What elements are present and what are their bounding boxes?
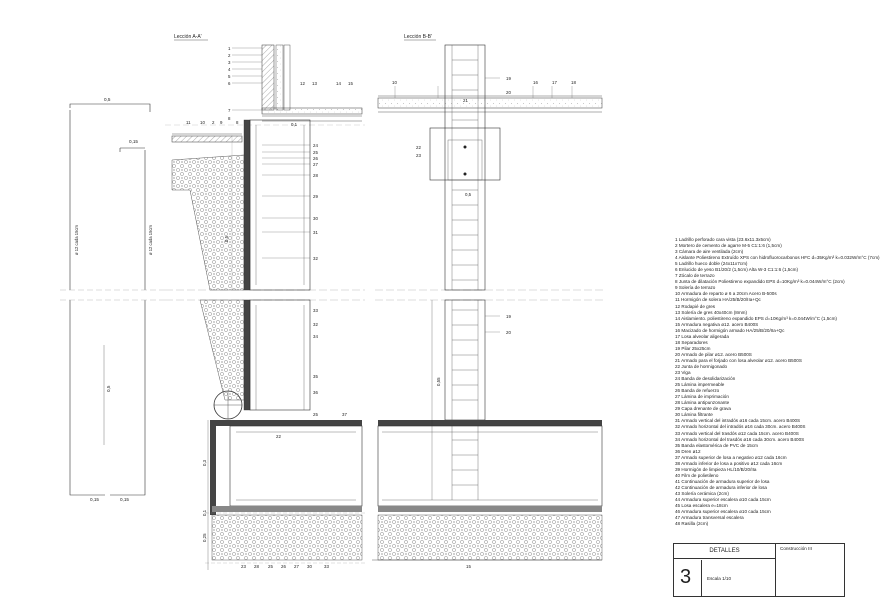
- svg-text:37: 37: [342, 412, 347, 417]
- svg-text:30: 30: [313, 216, 318, 221]
- legend-item: 27 Lámina de imprimación: [675, 394, 729, 400]
- svg-text:22: 22: [276, 434, 281, 439]
- svg-text:32: 32: [313, 322, 318, 327]
- legend-item: 29 Capa drenante de grava: [675, 406, 731, 412]
- svg-text:20: 20: [506, 330, 511, 335]
- legend-item: 30 Lámina filtrante: [675, 412, 713, 418]
- svg-text:28: 28: [254, 564, 259, 569]
- legend-item: 23 Viga: [675, 370, 691, 376]
- sheet-number: 3: [680, 566, 692, 588]
- svg-text:1: 1: [228, 46, 231, 51]
- legend-item: 24 Banda de desolidarización: [675, 376, 736, 382]
- svg-text:25: 25: [313, 150, 318, 155]
- svg-text:9: 9: [220, 120, 223, 125]
- svg-text:15: 15: [466, 564, 471, 569]
- legend-item: 26 Banda de refuerzo: [675, 388, 720, 394]
- legend-item: 22 Junta de hormigonado: [675, 363, 728, 369]
- svg-text:8: 8: [228, 116, 231, 121]
- legend-item: 9 Solería de terrazo: [675, 285, 716, 291]
- svg-text:21: 21: [463, 98, 468, 103]
- svg-text:34: 34: [313, 334, 318, 339]
- svg-text:15: 15: [348, 81, 353, 86]
- svg-text:7: 7: [228, 108, 231, 113]
- title-block-project: Construcción III: [780, 546, 812, 551]
- dim-mid-height: 0,5: [106, 385, 111, 392]
- legend-item: 42 Continuación de armadura inferior de losa: [675, 484, 767, 490]
- legend-item: 15 Armadura negativa ø12. acero B400S: [675, 321, 759, 327]
- legend-item: 3 Cámara de aire ventilada (2cm): [675, 249, 744, 255]
- svg-text:0,5: 0,5: [465, 192, 472, 197]
- legend-item: 19 Pilar 25x25cm: [675, 345, 711, 351]
- legend-item: 2 Mortero de cemento de agarre M-5 C1:1:6 (1,5cm): [675, 243, 782, 249]
- legend-item: 46 Armadura superior escalera ø10 cada 15cm: [675, 509, 771, 515]
- legend-list: [675, 237, 880, 527]
- dim-bottom-right: 0,15: [120, 497, 129, 502]
- legend-item: 32 Armado horizontal del intradós ø16 cada 30cm. acero B400S: [675, 424, 806, 430]
- legend-item: 41 Continuación de armadura superior de losa: [675, 478, 770, 484]
- svg-text:31: 31: [313, 230, 318, 235]
- legend-item: 6 Enlucido de yeso B1/20/2 (1,5cm) Alta W-3 C1:1:6 (1,5cm): [675, 267, 798, 273]
- svg-text:18: 18: [571, 80, 576, 85]
- legend-item: 11 Hormigón de solera HA/25/B/20/IIa+Qc: [675, 297, 761, 303]
- title-block: [673, 543, 845, 597]
- svg-text:26: 26: [313, 156, 318, 161]
- legend-item: 17 Losa alveolar aligerada: [675, 333, 729, 339]
- svg-text:8: 8: [236, 120, 239, 125]
- legend-item: 20 Armado de pilar ø12. acero B500S: [675, 351, 752, 357]
- svg-text:0,1: 0,1: [202, 509, 207, 516]
- svg-text:23: 23: [416, 153, 421, 158]
- svg-text:19: 19: [506, 76, 511, 81]
- legend-item: 40 Film de polietileno: [675, 472, 719, 478]
- legend-item: 12 Rodapié de gres: [675, 303, 716, 309]
- legend-item: 14 Aislamiento. poliestireno expandido EPS d=10Kg/m³ k=0.044W/m°C (1,5cm): [675, 315, 837, 321]
- legend-item: 48 Rasilla (2cm): [675, 521, 709, 527]
- svg-text:6: 6: [228, 81, 231, 86]
- svg-text:26: 26: [281, 564, 286, 569]
- rebar-label-right: ø 12 cada 15cm: [148, 224, 153, 255]
- legend-item: 43 Solería cerámica (2cm): [675, 490, 729, 496]
- svg-text:0,55: 0,55: [436, 377, 441, 386]
- svg-text:30: 30: [307, 564, 312, 569]
- legend-item: 45 Losa escalera e=18cm: [675, 503, 728, 509]
- legend-item: 38 Armado inferior de losa a positivo ø12 cada 16cm: [675, 460, 783, 466]
- svg-text:19: 19: [506, 314, 511, 319]
- svg-text:0,5: 0,5: [224, 235, 229, 242]
- dim-bottom-left: 0,15: [90, 497, 99, 502]
- section-b-drawing: [372, 45, 605, 560]
- svg-text:32: 32: [313, 256, 318, 261]
- legend-item: 4 Aislante Poliestireno Extruído XPS con hidrofluorocarbonos HFC d=35Kg/m³ k=0.032W/m°C (7cm): [675, 255, 880, 261]
- svg-text:25: 25: [268, 564, 273, 569]
- legend-item: 34 Armado horizontal del trasdós ø16 cada 30cm. acero B400S: [675, 436, 805, 442]
- svg-text:27: 27: [294, 564, 299, 569]
- svg-text:22: 22: [416, 145, 421, 150]
- svg-text:0,3: 0,3: [202, 459, 207, 466]
- legend-item: 28 Lámina antipunzonante: [675, 400, 730, 406]
- svg-text:24: 24: [313, 143, 318, 148]
- svg-text:20: 20: [506, 90, 511, 95]
- svg-text:27: 27: [313, 162, 318, 167]
- legend-item: 13 Solería de gres 40x40cm (8mm): [675, 309, 747, 315]
- svg-text:36: 36: [313, 390, 318, 395]
- legend-item: 5 Ladrillo hueco doble (24x11x7cm): [675, 261, 748, 267]
- svg-text:25: 25: [313, 412, 318, 417]
- svg-text:3: 3: [228, 60, 231, 65]
- svg-text:23: 23: [241, 564, 246, 569]
- svg-text:29: 29: [313, 194, 318, 199]
- legend-item: 31 Armado vertical del intradós ø16 cada 15cm. acero B400S: [675, 418, 801, 424]
- legend-item: 16 Macizado de hormigón armado HA/25/B/20/IIa+Qc: [675, 327, 785, 333]
- svg-text:10: 10: [392, 80, 397, 85]
- legend-item: 7 Zócalo de terrazo: [675, 273, 715, 279]
- svg-text:12: 12: [300, 81, 305, 86]
- rebar-label-left: ø 12 cada 15cm: [74, 224, 79, 255]
- legend-item: 25 Lámina impermeable: [675, 382, 725, 388]
- svg-text:4: 4: [228, 67, 231, 72]
- rebar-schedule: [60, 104, 165, 495]
- svg-text:13: 13: [312, 81, 317, 86]
- legend-item: 44 Armadura superior escalera ø10 cada 15cm: [675, 497, 771, 503]
- dim-top-width: 0,5: [104, 97, 111, 102]
- svg-text:0,25: 0,25: [202, 533, 207, 542]
- svg-text:28: 28: [313, 173, 318, 178]
- title-block-header: DETALLES: [674, 544, 776, 559]
- svg-text:2: 2: [212, 120, 215, 125]
- legend-item: 36 Dren ø12: [675, 448, 701, 454]
- section-a-title: Lección A-A': [174, 34, 202, 40]
- legend-item: 39 Hormigón de limpieza HL/10/B/20/IIa: [675, 466, 757, 472]
- dim-hook: 0,15: [129, 139, 138, 144]
- svg-text:5: 5: [228, 74, 231, 79]
- legend-item: 21 Armado para el forjado con losa alveolar ø12. acero B500S: [675, 357, 802, 363]
- legend-item: 33 Armado vertical del trasdós ø12 cada 15cm. acero B400S: [675, 430, 799, 436]
- svg-text:35: 35: [313, 374, 318, 379]
- sheet-scale: Escala 1/10: [707, 576, 732, 581]
- legend-item: 1 Ladrillo perforado cara vista (23.6x11.3x5cm): [675, 237, 771, 242]
- section-a-drawing: [165, 45, 365, 570]
- svg-text:11: 11: [186, 120, 191, 125]
- legend-item: 8 Junta de dilatación Poliestireno expandido EPS d=10Kg/m³ k=0.044W/m°C (2cm): [675, 279, 845, 285]
- svg-text:14: 14: [336, 81, 341, 86]
- legend-item: 47 Armadura transversal escalera: [675, 515, 744, 521]
- section-b-callouts: [392, 76, 576, 569]
- svg-text:0,1: 0,1: [291, 122, 298, 127]
- legend-item: 10 Armadura de reparto ø 6 a 20cm Acero B-500s: [675, 291, 777, 297]
- title-block-divider: [775, 544, 776, 596]
- legend-item: 35 Banda elastomérica de PVC de 15cm: [675, 442, 758, 448]
- svg-text:33: 33: [313, 308, 318, 313]
- section-b-title: Lección B-B': [404, 34, 432, 40]
- svg-text:10: 10: [200, 120, 205, 125]
- svg-text:2: 2: [228, 53, 231, 58]
- legend-item: 18 Separadores: [675, 339, 708, 345]
- svg-text:16: 16: [533, 80, 538, 85]
- svg-text:17: 17: [552, 80, 557, 85]
- svg-text:33: 33: [324, 564, 329, 569]
- legend-item: 37 Armado superior de losa a negativo ø12 cada 16cm: [675, 454, 787, 460]
